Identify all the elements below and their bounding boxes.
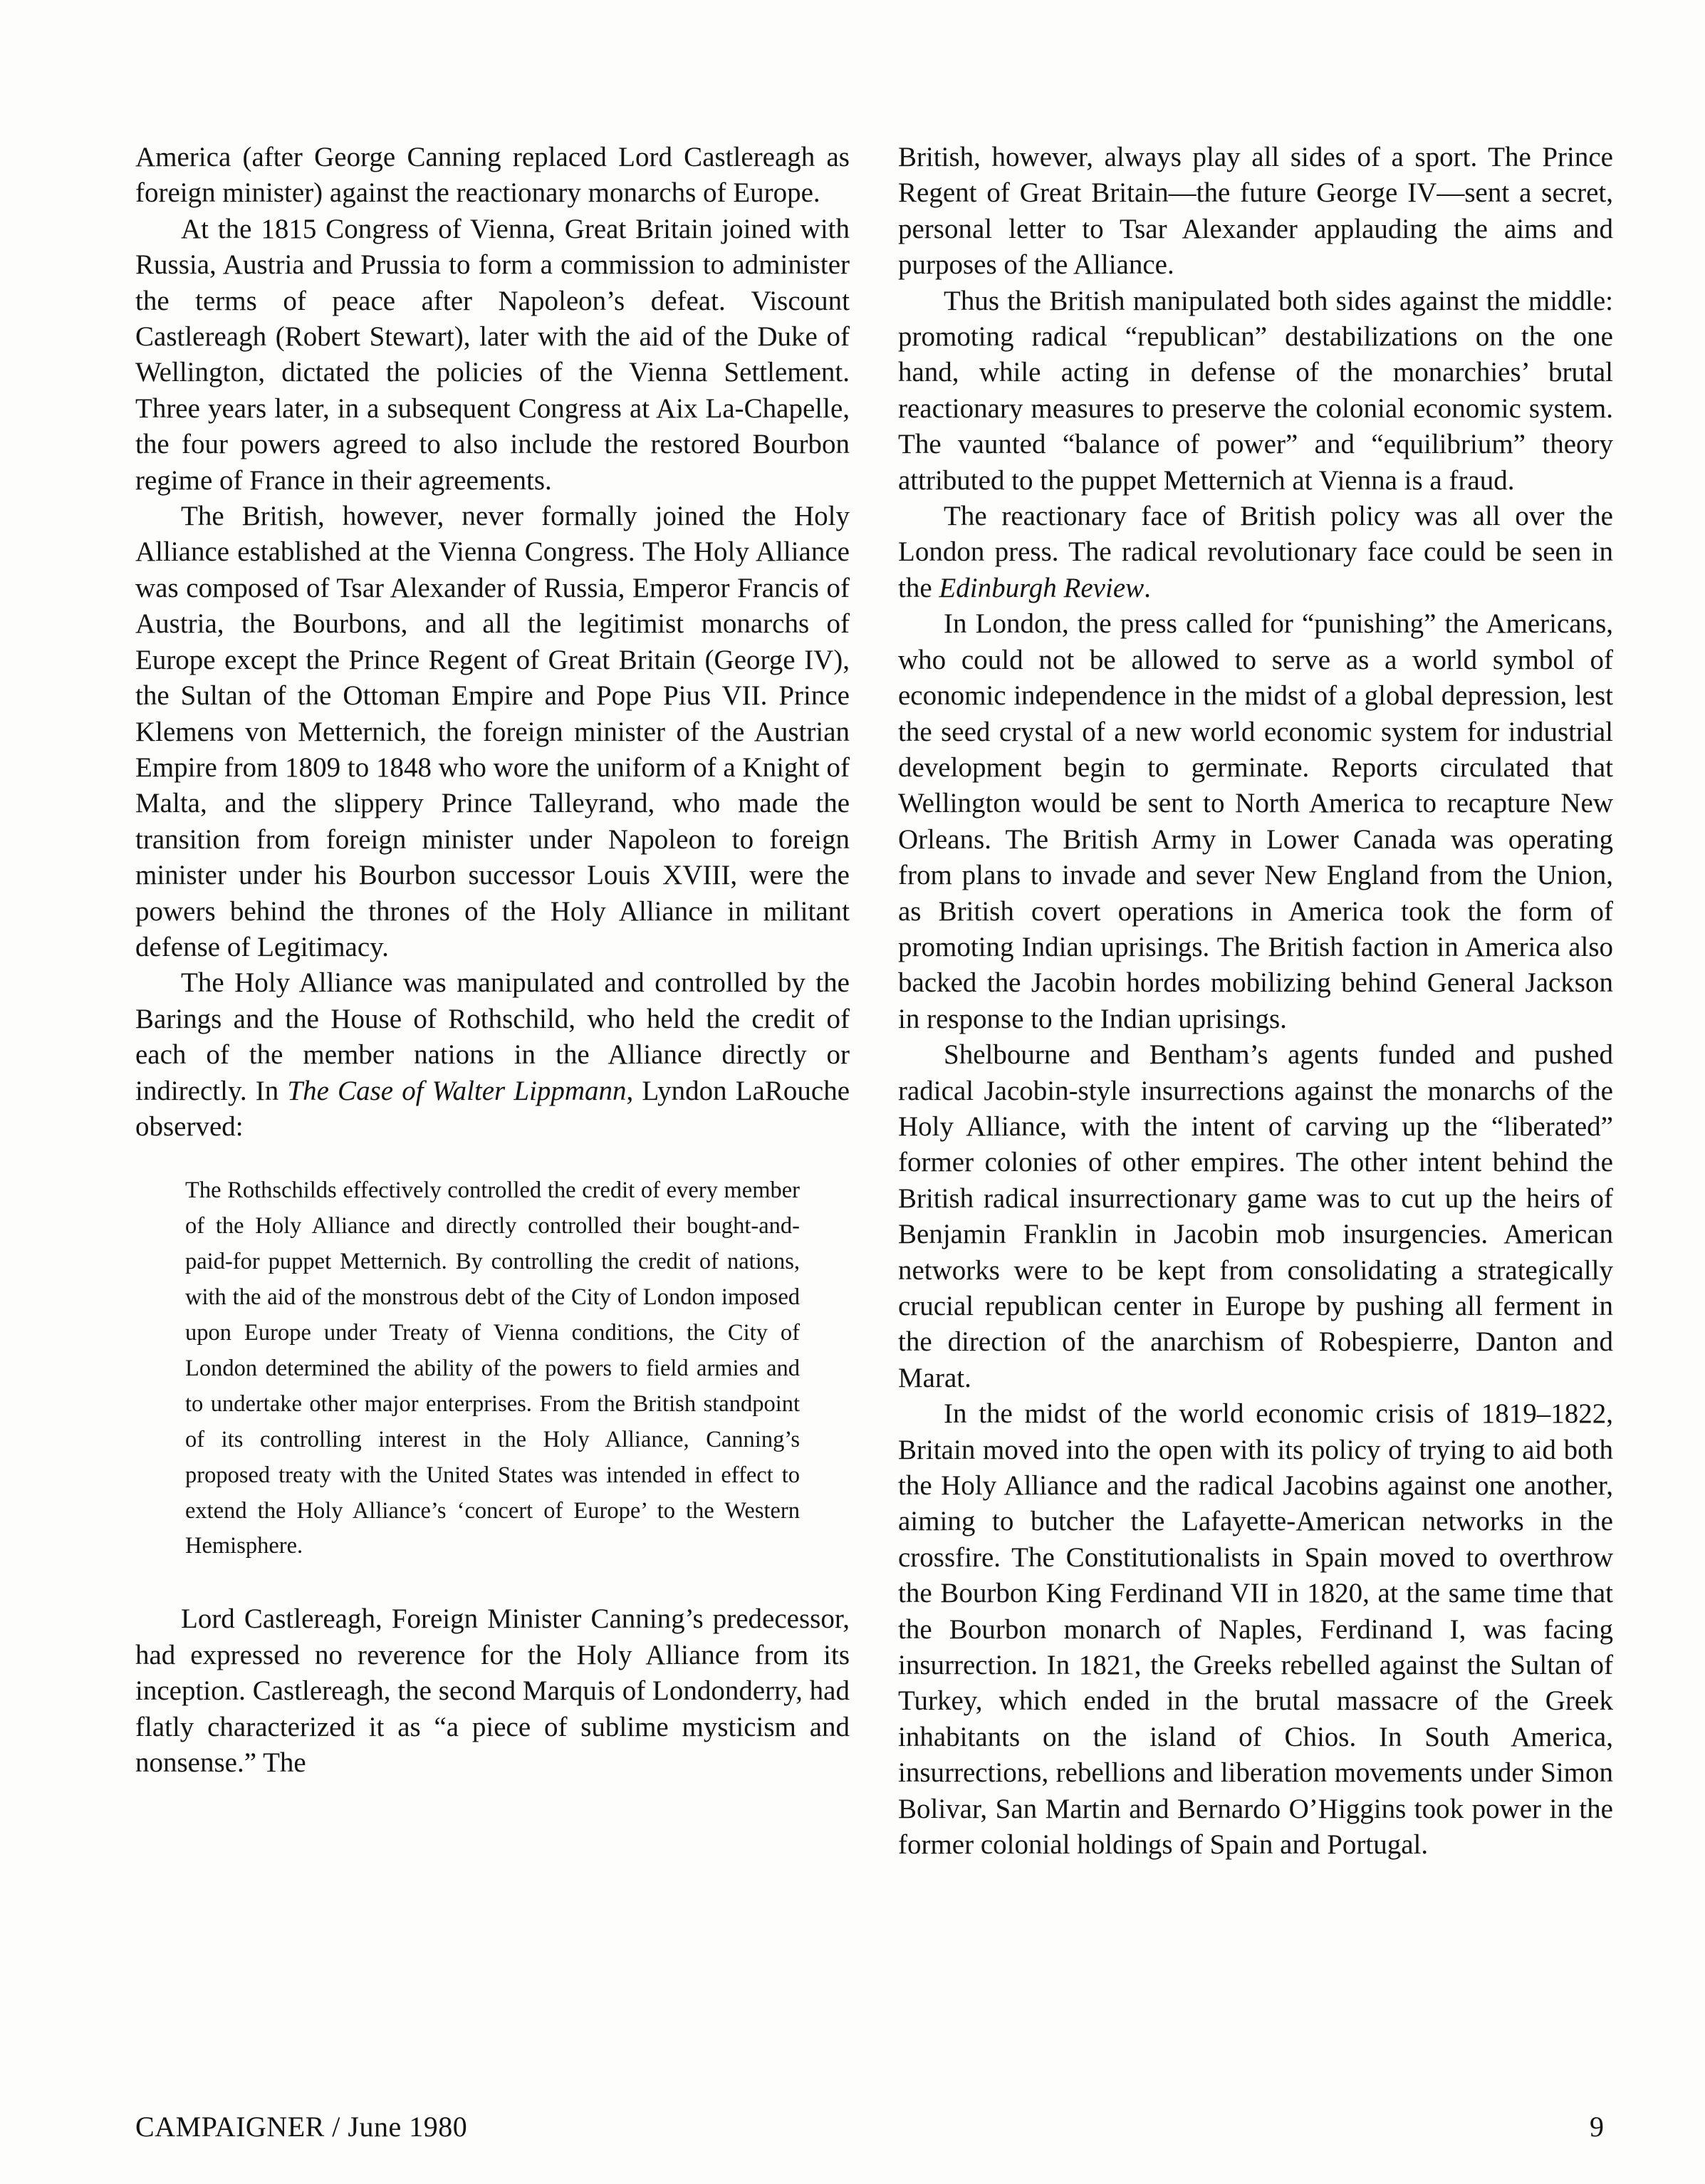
right-column [898,140,1613,1863]
left-column [135,140,850,1781]
block-quote: The Rothschilds effectively controlled the credit of every member of the Holy Alliance and directly controlled their bought-and-paid-for puppet Metternich. By controlling the credit of nations, with the aid of the monstrous debt of the City of London imposed upon Europe under Treaty of Vienna conditions, the City of London determined the ability of the powers to field armies and to undertake other major enterprises. From the British standpoint of its controlling interest in the Holy Alliance, Canning’s proposed treaty with the United States was intended in effect to extend the Holy Alliance’s ‘concert of Europe’ to the Western Hemisphere. [185,1177,800,1559]
right-paragraph-6: In the midst of the world economic crisis of 1819–1822, Britain moved into the open with its policy of trying to aid both the Holy Alliance and the radical Jacobins against one another, aiming to butcher the Lafayette-American networks in the crossfire. The Constitutionalists in Spain moved to overthrow the Bourbon King Ferdinand VII in 1820, at the same time that the Bourbon monarch of Naples, Ferdinand I, was facing insurrection. In 1821, the Greeks rebelled against the Sultan of Turkey, which ended in the brutal massacre of the Greek inhabitants on the island of Chios. In South America, insurrections, rebellions and liberation movements under Simon Bolivar, San Martin and Bernardo O’Higgins took power in the former colonial holdings of Spain and Portugal. [898,1398,1613,1861]
left-paragraph-5: Lord Castlereagh, Foreign Minister Canning’s predecessor, had expressed no reverence for the Holy Alliance from its inception. Castlereagh, the second Marquis of Londonderry, had flatly characterized it as “a piece of sublime mysticism and nonsense.” The [135,1603,850,1778]
paragraph-text: , Lyndon LaRouche observed: [135,1075,850,1142]
right-paragraph-1: British, however, always play all sides of a sport. The Prince Regent of Great Britain—the future George IV—sent a secret, personal letter to Tsar Alexander applauding the aims and purposes of the Alliance. [898,142,1613,281]
paragraph-text: The reactionary face of British policy was all over the London press. The radical revolutionary face could be seen in the [898,501,1613,603]
left-paragraph-2: At the 1815 Congress of Vienna, Great Britain joined with Russia, Austria and Prussia to form a commission to administer the terms of peace after Napoleon’s defeat. Viscount Castlereagh (Robert Stewart), later with the aid of the Duke of Wellington, dictated the policies of the Vienna Settlement. Three years later, in a subsequent Congress at Aix La-Chapelle, the four powers agreed to also include the restored Bourbon regime of France in their agreements. [135,213,850,496]
footer-publication: CAMPAIGNER / June 1980 [135,2111,468,2143]
book-title: The Case of Walter Lippmann [287,1075,627,1106]
right-paragraph-4: In London, the press called for “punishing” the Americans, who could not be allowed to serve as a world symbol of economic independence in the midst of a global depression, lest the seed crystal of a new world economic system for industrial development begin to germinate. Reports circulated that Wellington would be sent to North America to recapture New Orleans. The British Army in Lower Canada was operating from plans to invade and sever New England from the Union, as British covert operations in America took the form of promoting Indian uprisings. The British faction in America also backed the Jacobin hordes mobilizing behind General Jackson in response to the Indian uprisings. [898,608,1613,1034]
paragraph-text: . [1144,572,1151,603]
journal-title: Edinburgh Review [939,572,1145,603]
left-paragraph-1: America (after George Canning replaced Lord Castlereagh as foreign minister) against the reactionary monarchs of Europe. [135,142,850,209]
right-paragraph-2: Thus the British manipulated both sides against the middle: promoting radical “republican” destabilizations on the one hand, while acting in defense of the monarchies’ brutal reactionary measures to preserve the colonial economic system. The vaunted “balance of power” and “equilibrium” theory attributed to the puppet Metternich at Vienna is a fraud. [898,285,1613,496]
right-paragraph-3 [898,499,1613,606]
page-number: 9 [1590,2111,1604,2143]
right-paragraph-5: Shelbourne and Bentham’s agents funded and pushed radical Jacobin-style insurrections against the monarchs of the Holy Alliance, with the intent of carving up the “liberated” former colonies of other empires. The other intent behind the British radical insurrectionary game was to cut up the heirs of Benjamin Franklin in Jacobin mob insurgencies. American networks were to be kept from consolidating a strategically crucial republican center in Europe by pushing all ferment in the direction of the anarchism of Robespierre, Danton and Marat. [898,1039,1613,1393]
left-paragraph-4 [135,965,850,1145]
left-paragraph-3: The British, however, never formally joined the Holy Alliance established at the Vienna Congress. The Holy Alliance was composed of Tsar Alexander of Russia, Emperor Francis of Austria, the Bourbons, and all the legitimist monarchs of Europe except the Prince Regent of Great Britain (George IV), the Sultan of the Ottoman Empire and Pope Pius VII. Prince Klemens von Metternich, the foreign minister of the Austrian Empire from 1809 to 1848 who wore the uniform of a Knight of Malta, and the slippery Prince Talleyrand, who made the transition from foreign minister under Napoleon to foreign minister under his Bourbon successor Louis XVIII, were the powers behind the thrones of the Holy Alliance in militant defense of Legitimacy. [135,501,850,962]
paragraph-text: The Holy Alliance was manipulated and controlled by the Barings and the House of Rothschild, who held the credit of each of the member nations in the Alliance directly or indirectly. In [135,967,850,1106]
